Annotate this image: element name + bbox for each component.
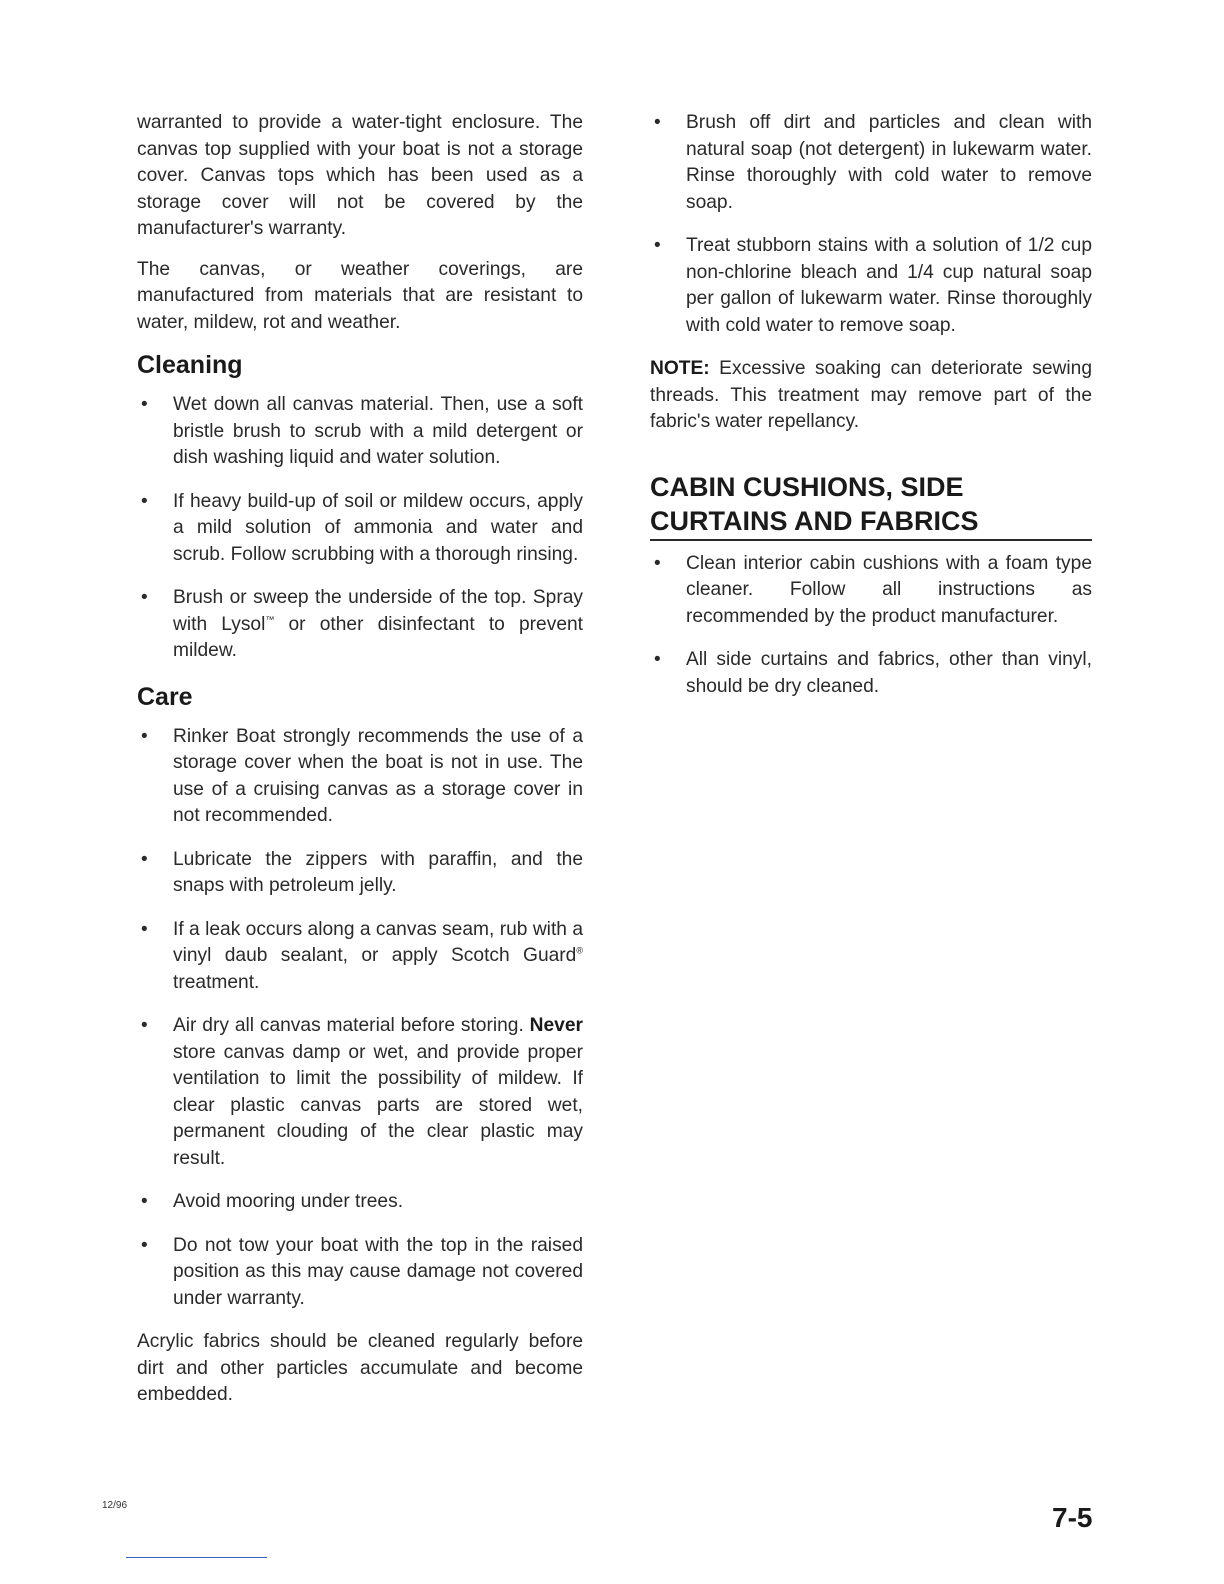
- registered-symbol: ®: [576, 945, 583, 956]
- list-item: • Treat stubborn stains with a solution of 1/2 cup non-chlorine bleach and 1/4 cup natural soap per gallon of lukewarm water. Rinse thoroughly with cold water to remove soap.: [654, 235, 1092, 336]
- list-item: • Brush off dirt and particles and clean with natural soap (not detergent) in lukewarm water. Rinse thoroughly with cold water to remove soap.: [654, 112, 1092, 213]
- left-column: [137, 110, 583, 1423]
- bullet-icon: •: [654, 112, 661, 133]
- list-item: • Air dry all canvas material before storing. Never store canvas damp or wet, and provide proper ventilation to limit the possibility of mildew. If clear plastic canvas parts are stored wet, permanent clouding of the clear plastic may result.: [141, 1015, 583, 1169]
- list-item: • Brush or sweep the underside of the top. Spray with Lysol™ or other disinfectant to prevent mildew.: [141, 587, 583, 661]
- list-item: • Lubricate the zippers with paraffin, and the snaps with petroleum jelly.: [141, 848, 583, 896]
- bullet-icon: •: [654, 552, 661, 574]
- list-item: • Do not tow your boat with the top in the raised position as this may cause damage not covered under warranty.: [141, 1234, 583, 1309]
- footer-date: 12/96: [102, 1500, 128, 1511]
- list-item: • If heavy build-up of soil or mildew occurs, apply a mild solution of ammonia and water and scrub. Follow scrubbing with a thorough rinsing.: [141, 490, 583, 565]
- bullet-icon: •: [141, 1015, 148, 1036]
- list-item: • Avoid mooring under trees.: [137, 1189, 583, 1216]
- bullet-icon: •: [141, 394, 148, 415]
- bullet-icon: •: [654, 649, 661, 670]
- list-item: • Clean interior cabin cushions with a foam type cleaner. Follow all instructions as recommended by the product manufacturer.: [654, 552, 1092, 627]
- care-heading: Care: [137, 682, 193, 711]
- bullet-icon: •: [141, 918, 148, 940]
- section-heading: CABIN CUSHIONS, SIDE CURTAINS AND FABRICS: [650, 470, 1092, 541]
- page-number: 7-5: [1052, 1502, 1093, 1533]
- bottom-rule: [126, 1557, 267, 1558]
- bullet-icon: •: [141, 1234, 148, 1256]
- list-item: • If a leak occurs along a canvas seam, rub with a vinyl daub sealant, or apply Scotch Guard® treatment.: [141, 918, 583, 993]
- bullet-icon: •: [141, 848, 148, 870]
- bullet-icon: •: [141, 1191, 148, 1212]
- list-item: • All side curtains and fabrics, other than vinyl, should be dry cleaned.: [654, 649, 1092, 697]
- bullet-icon: •: [141, 587, 148, 608]
- list-item: • Wet down all canvas material. Then, use a soft bristle brush to scrub with a mild detergent or dish washing liquid and water solution.: [141, 394, 583, 468]
- intro-paragraph: warranted to provide a water-tight enclosure. The canvas top supplied with your boat is not a storage cover. Canvas tops which has been used as a storage cover will not be covered by the manufacturer's warranty.: [137, 112, 583, 239]
- note-label: NOTE:: [650, 358, 710, 379]
- care-list-continued: [650, 110, 1092, 339]
- bullet-icon: •: [141, 725, 148, 747]
- note-paragraph: NOTE: Excessive soaking can deteriorate sewing threads. This treatment may remove part of the fabric's water repellancy.: [650, 358, 1092, 432]
- closing-paragraph: Acrylic fabrics should be cleaned regularly before dirt and other particles accumulate and become embedded.: [137, 1331, 583, 1405]
- right-column: [650, 110, 1092, 717]
- fabrics-list: [650, 551, 1092, 701]
- trademark-symbol: ™: [265, 614, 275, 625]
- cleaning-list: [137, 392, 583, 665]
- bullet-icon: •: [654, 235, 661, 256]
- bullet-icon: •: [141, 490, 148, 512]
- care-list: [137, 724, 583, 1313]
- emphasis-never: Never: [529, 1015, 583, 1036]
- list-item: • Rinker Boat strongly recommends the use of a storage cover when the boat is not in use. The use of a cruising canvas as a storage cover in not recommended.: [141, 725, 583, 826]
- cleaning-heading: Cleaning: [137, 351, 243, 379]
- intro-paragraph: The canvas, or weather coverings, are manufactured from materials that are resistant to water, mildew, rot and weather.: [137, 258, 583, 333]
